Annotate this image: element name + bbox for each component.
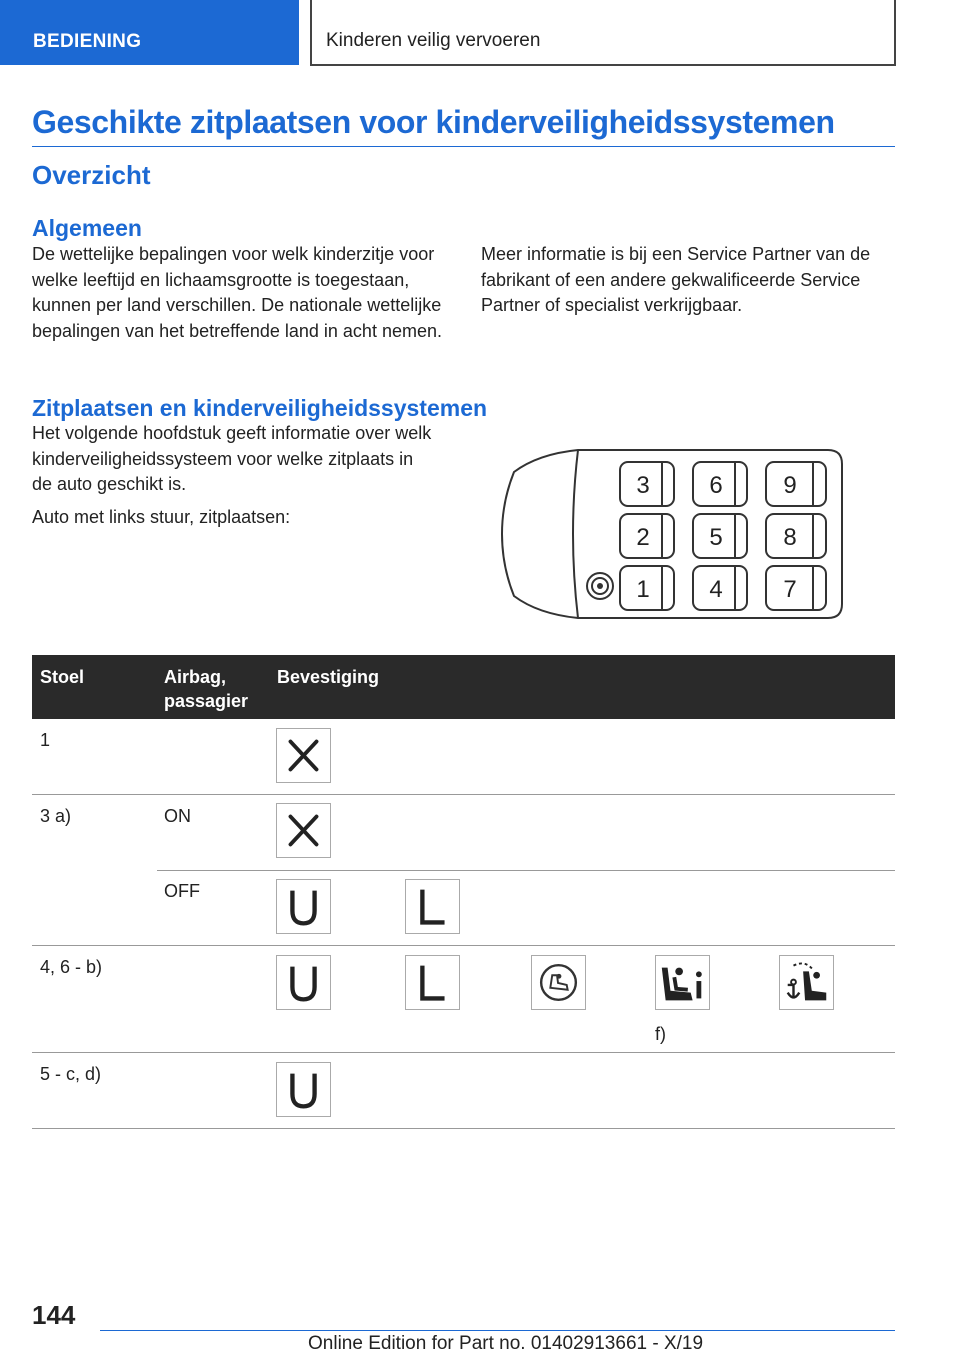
- table-cell-seat: 4, 6 - b): [40, 957, 103, 977]
- table-row-divider: [32, 794, 895, 795]
- table-cell-airbag: ON: [164, 806, 191, 826]
- overzicht-heading: Overzicht: [32, 160, 151, 190]
- seat-number: 2: [636, 524, 650, 551]
- seat-number: 9: [783, 472, 797, 499]
- table-row-divider: [32, 1052, 895, 1053]
- seat-number: 3: [636, 472, 650, 499]
- chapter-tab: [310, 0, 896, 66]
- isofix-seat-icon: [531, 955, 586, 1010]
- column-header-stoel: Stoel: [40, 667, 85, 687]
- footer-edition: Online Edition for Part no. 01402913661 - X/19: [308, 1333, 704, 1354]
- table-cell-seat: 1: [40, 730, 51, 750]
- table-header: [32, 655, 895, 719]
- page-title: Geschikte zitplaatsen voor kinderveiligheidssystemen: [32, 104, 835, 140]
- cross-icon: [276, 803, 331, 858]
- seat-number: 5: [709, 524, 723, 551]
- seat-number: 1: [636, 576, 650, 603]
- zitplaatsen-text: Het volgende hoofdstuk geeft informatie over welk kinderveiligheidssysteem voor welke zitplaats in de auto geschikt is.: [32, 423, 432, 494]
- auto-links-stuur-text: Auto met links stuur, zitplaatsen:: [32, 507, 291, 527]
- table-row-divider: [32, 1128, 895, 1129]
- title-divider: [32, 146, 895, 147]
- zitplaatsen-heading: Zitplaatsen en kinderveiligheidssystemen: [32, 395, 488, 421]
- isofix-anchor-seat-icon: [779, 955, 834, 1010]
- column-header-bevestiging: Bevestiging: [277, 667, 380, 687]
- cross-icon: [276, 728, 331, 783]
- universal-u-icon: [276, 955, 331, 1010]
- semi-universal-l-icon: [405, 879, 460, 934]
- algemeen-heading: Algemeen: [32, 215, 142, 241]
- algemeen-text: De wettelijke bepalingen voor welk kinderzitje voor welke leeftijd en lichaamsgrootte is toegestaan, kunnen per land verschillen. De nationale wettelijke bepalingen van het betreffende land in acht nemen.: [32, 244, 442, 341]
- seat-number: 8: [783, 524, 797, 551]
- page-number: 144: [32, 1300, 76, 1330]
- table-row-divider: [32, 945, 895, 946]
- seat-number: 7: [783, 576, 797, 603]
- universal-u-icon: [276, 879, 331, 934]
- meer-informatie-text: Meer informatie is bij een Service Partner van de fabrikant of een andere gekwalificeerde Service Partner of specialist verkrijgbaar.: [481, 244, 871, 315]
- section-label: BEDIENING: [33, 31, 142, 52]
- table-footnote: f): [655, 1024, 666, 1044]
- semi-universal-l-icon: [405, 955, 460, 1010]
- footer-divider: [100, 1330, 895, 1331]
- chapter-label: Kinderen veilig vervoeren: [326, 30, 541, 51]
- column-header-airbag: Airbag, passagier: [164, 667, 249, 711]
- car-seating-diagram: [498, 446, 846, 622]
- section-tab: [0, 0, 299, 65]
- table-cell-seat: 5 - c, d): [40, 1064, 102, 1084]
- seat-number: 4: [709, 576, 723, 603]
- table-row-divider: [157, 870, 895, 871]
- table-cell-airbag: OFF: [164, 881, 200, 901]
- isize-seat-icon: [655, 955, 710, 1010]
- universal-u-icon: [276, 1062, 331, 1117]
- seat-number: 6: [709, 472, 723, 499]
- table-cell-seat: 3 a): [40, 806, 72, 826]
